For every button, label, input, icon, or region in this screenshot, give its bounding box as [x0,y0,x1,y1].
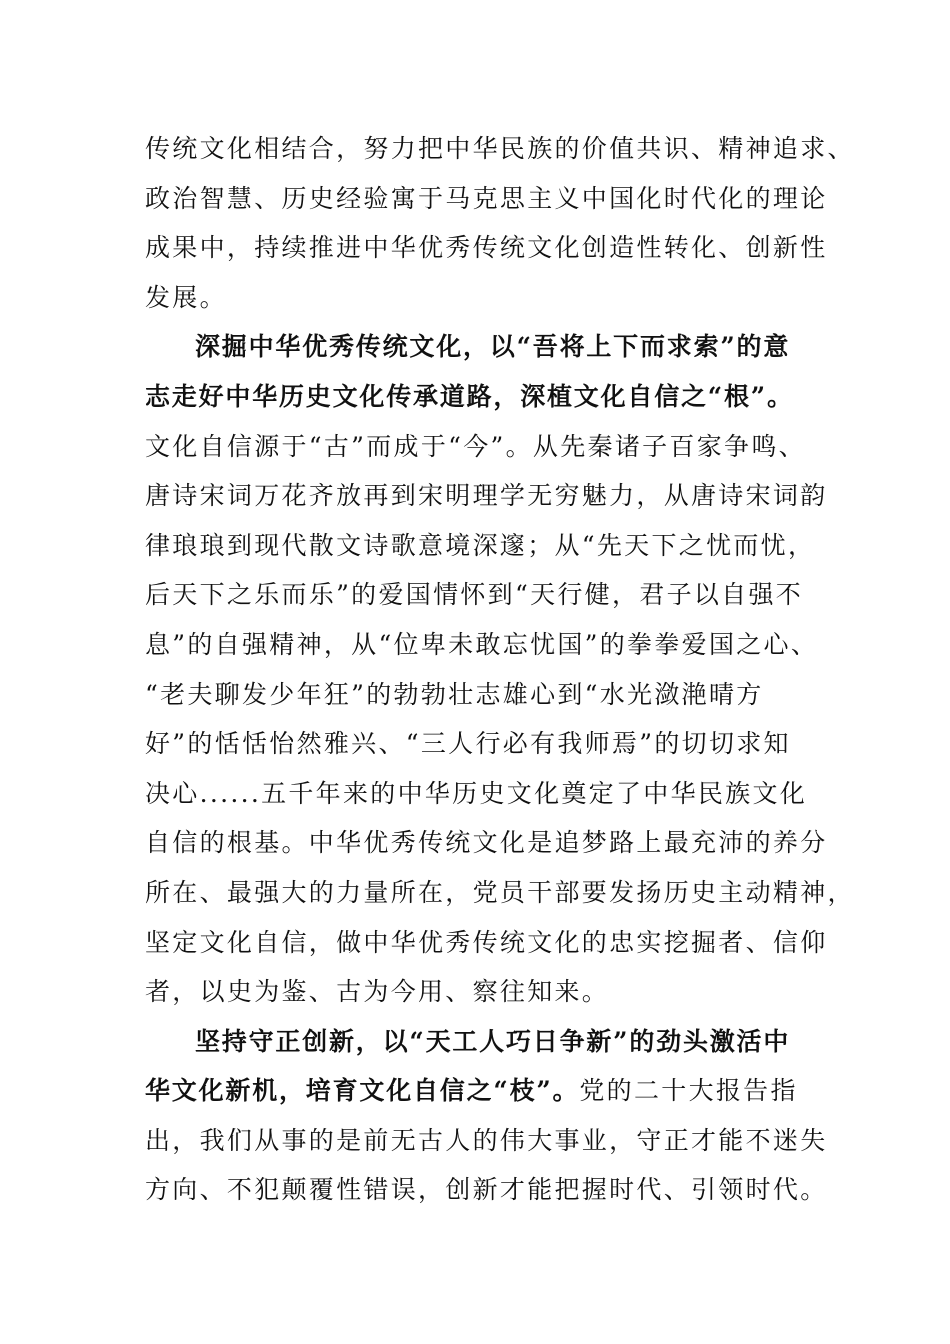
body-line: “老夫聊发少年狂”的勃勃壮志雄心到“水光潋滟晴方 [145,679,764,709]
body-line: 成果中，持续推进中华优秀传统文化创造性转化、创新性 [145,233,828,263]
body-line: 自信的根基。中华优秀传统文化是追梦路上最充沛的养分 [145,828,828,858]
body-line: 坚定文化自信，做中华优秀传统文化的忠实挖掘者、信仰 [145,927,828,957]
body-text-run: 党的二十大报告指 [579,1076,798,1106]
body-line: 好”的恬恬怡然雅兴、“三人行必有我师焉”的切切求知 [145,729,791,759]
body-line: 所在、最强大的力量所在，党员干部要发扬历史主动精神， [145,877,855,907]
section-heading-line: 志走好中华历史文化传承道路，深植文化自信之“根”。 [145,381,794,411]
body-line: 唐诗宋词万花齐放再到宋明理学无穷魅力，从唐诗宋词韵 [145,481,828,511]
mixed-heading-line [145,1066,798,1116]
document-body [145,124,855,1215]
section-heading-text: 华文化新机，培育文化自信之“枝”。 [145,1076,580,1106]
section-heading-text: 坚持守正创新，以“天工人巧日争新”的劲头激活中 [195,1026,791,1056]
body-line: 决心......五千年来的中华历史文化奠定了中华民族文化 [145,778,808,808]
section-heading-text: 深掘中华优秀传统文化，以“吾将上下而求索”的意 [195,332,791,362]
section-heading-line [145,1017,795,1067]
body-line: 发展。 [145,282,227,312]
body-line: 后天下之乐而乐”的爱国情怀到“天行健，君子以自强不 [145,580,804,610]
body-line: 者，以史为鉴、古为今用、察往知来。 [145,977,610,1007]
body-line: 律琅琅到现代散文诗歌意境深邃；从“先天下之忧而忧， [145,530,816,560]
body-line: 政治智慧、历史经验寓于马克思主义中国化时代化的理论 [145,183,828,213]
body-line: 方向、不犯颠覆性错误，创新才能把握时代、引领时代。 [145,1175,828,1205]
section-heading-line [145,322,795,372]
body-line: 息”的自强精神，从“位卑未敢忘忧国”的拳拳爱国之心、 [145,629,819,659]
body-line: 文化自信源于“古”而成于“今”。从先秦诸子百家争鸣、 [145,431,806,461]
body-line: 传统文化相结合，努力把中华民族的价值共识、精神追求、 [145,134,855,163]
body-line: 出，我们从事的是前无古人的伟大事业，守正才能不迷失 [145,1125,828,1155]
